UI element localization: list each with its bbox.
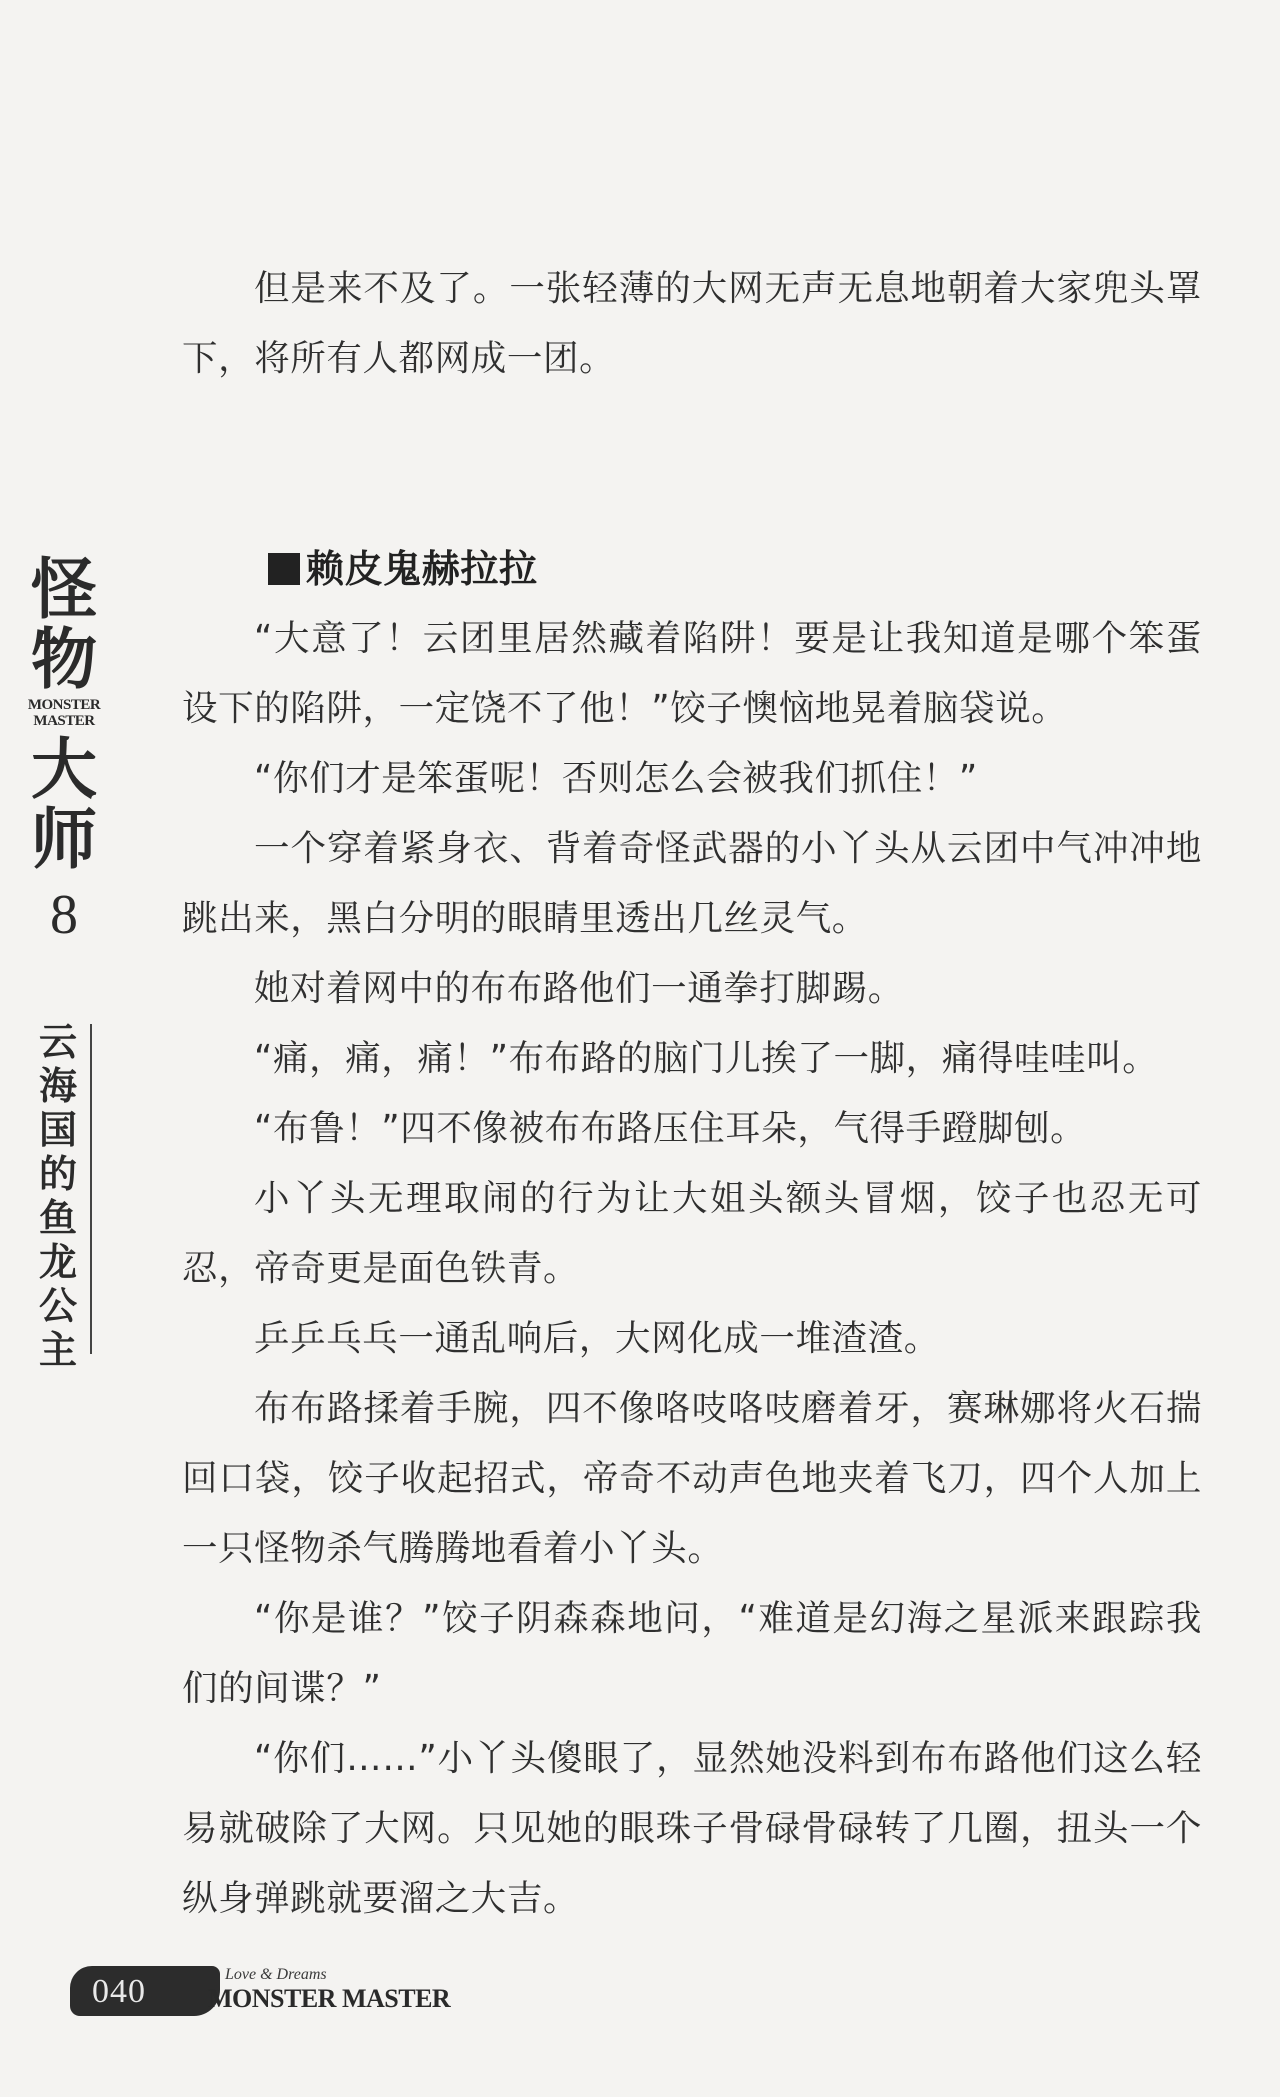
footer-brand-tagline: Love & Dreams — [225, 1966, 327, 1983]
volume-number: 8 — [50, 884, 78, 946]
paragraph: 布布路揉着手腕，四不像咯吱咯吱磨着牙，赛琳娜将火石揣回口袋，饺子收起招式，帝奇不动声色地夹着飞刀，四个人加上一只怪物杀气腾腾地看着小丫头。 — [182, 1388, 1202, 1569]
subtitle-char: 海 — [38, 1064, 77, 1108]
logo-line-1: MONSTER — [27, 697, 101, 713]
paragraph: 乒乒乓乓一通乱响后，大网化成一堆渣渣。 — [254, 1318, 940, 1359]
logo-line-2: MASTER — [33, 713, 95, 729]
subtitle-char: 国 — [38, 1108, 77, 1152]
paragraph: “布鲁！”四不像被布布路压住耳朵，气得手蹬脚刨。 — [254, 1108, 1087, 1149]
paragraph: “大意了！云团里居然藏着陷阱！要是让我知道是哪个笨蛋设下的陷阱，一定饶不了他！”饺子懊恼地晃着脑袋说。 — [182, 618, 1202, 729]
book-subtitle — [36, 1020, 92, 1372]
subtitle-char: 主 — [38, 1328, 77, 1372]
subtitle-divider — [90, 1024, 92, 1354]
series-title-char-1: 怪 — [31, 551, 97, 628]
paragraph: 一个穿着紧身衣、背着奇怪武器的小丫头从云团中气冲冲地跳出来，黑白分明的眼睛里透出几丝灵气。 — [182, 828, 1202, 939]
paragraph: “你们……”小丫头傻眼了，显然她没料到布布路他们这么轻易就破除了大网。只见她的眼珠子骨碌骨碌转了几圈，扭头一个纵身弹跳就要溜之大吉。 — [182, 1738, 1202, 1919]
monster-master-logo — [28, 697, 100, 729]
subtitle-char: 公 — [38, 1284, 77, 1328]
subtitle-column — [36, 1020, 80, 1372]
paragraph: “痛，痛，痛！”布布路的脑门儿挨了一脚，痛得哇哇叫。 — [254, 1038, 1159, 1079]
page-footer — [70, 1962, 500, 2022]
paragraph: 小丫头无理取闹的行为让大姐头额头冒烟，饺子也忍无可忍，帝奇更是面色铁青。 — [182, 1178, 1202, 1289]
subtitle-char: 的 — [38, 1152, 77, 1196]
side-series-title — [22, 551, 106, 953]
square-bullet-icon — [268, 553, 300, 585]
section-heading — [182, 534, 1202, 604]
section-spacer — [182, 394, 1202, 534]
paragraph: “你们才是笨蛋呢！否则怎么会被我们抓住！” — [254, 758, 978, 799]
subtitle-char: 龙 — [38, 1240, 77, 1284]
series-title-char-2: 物 — [31, 621, 97, 698]
page-number: 040 — [92, 1973, 146, 2010]
paragraph: 她对着网中的布布路他们一通拳打脚踢。 — [254, 968, 904, 1009]
paragraph: “你是谁？”饺子阴森森地问，“难道是幻海之星派来跟踪我们的间谍？” — [182, 1598, 1202, 1709]
section-heading-text: 赖皮鬼赫拉拉 — [306, 547, 538, 591]
footer-brand-name: MONSTER MASTER — [208, 1984, 451, 2013]
subtitle-char: 云 — [38, 1020, 77, 1064]
subtitle-char: 鱼 — [38, 1196, 77, 1240]
paragraph: 但是来不及了。一张轻薄的大网无声无息地朝着大家兜头罩下，将所有人都网成一团。 — [182, 268, 1202, 379]
body-text — [182, 254, 1202, 1934]
series-title-char-3: 大 — [31, 731, 97, 808]
series-title-char-4: 师 — [31, 801, 97, 878]
